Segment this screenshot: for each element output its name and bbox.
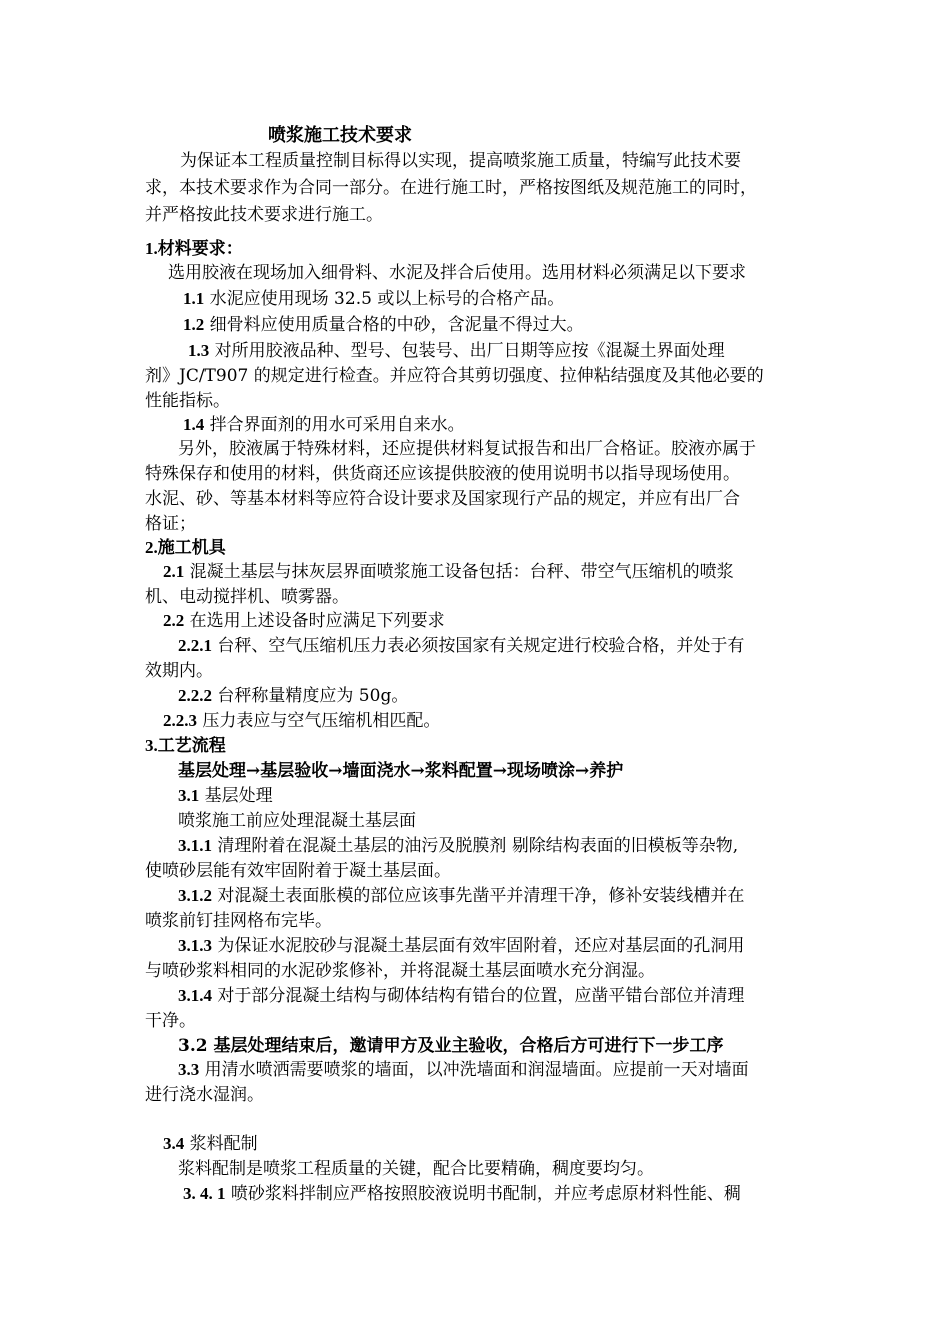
item-text: 台秤称量精度应为 50g。	[212, 686, 409, 706]
intro-line-2: 求，本技术要求作为合同一部分。在进行施工时，严格按图纸及规范施工的同时，	[145, 178, 757, 198]
item-3-1-3	[178, 934, 744, 958]
item-2-2-1	[178, 634, 744, 658]
section-heading-process: 3.工艺流程	[145, 736, 226, 755]
item-3-3-cont: 进行浇水湿润。	[145, 1085, 264, 1105]
materials-intro: 选用胶液在现场加入细骨料、水泥及拌合后使用。选用材料必须满足以下要求	[168, 263, 746, 283]
item-2-2-1-cont: 效期内。	[145, 661, 213, 681]
item-number: 3.1.1	[178, 836, 212, 855]
item-text: 水泥应使用现场 32.5 或以上标号的合格产品。	[204, 289, 565, 309]
item-3-1-4	[178, 984, 744, 1008]
item-2-1	[163, 560, 734, 584]
item-number: 1.1	[183, 289, 205, 308]
item-number: 3.3	[178, 1060, 200, 1079]
materials-paragraph-line-3: 水泥、砂、等基本材料等应符合设计要求及国家现行产品的规定，并应有出厂合	[145, 489, 740, 509]
process-flow: 基层处理→基层验收→墙面浇水→浆料配置→现场喷涂→养护	[178, 761, 624, 781]
item-3-2: 3.2 基层处理结束后，邀请甲方及业主验收，合格后方可进行下一步工序	[178, 1036, 724, 1056]
item-number: 2.2	[163, 611, 185, 630]
item-number: 3.1.3	[178, 936, 212, 955]
materials-paragraph-line-1: 另外，胶液属于特殊材料，还应提供材料复试报告和出厂合格证。胶液亦属于	[178, 439, 756, 459]
section-heading-equipment: 2.施工机具	[145, 538, 226, 557]
item-number: 1.2	[183, 315, 205, 334]
item-3-1-line: 喷浆施工前应处理混凝土基层面	[178, 811, 416, 831]
item-1-3	[188, 339, 725, 363]
item-1-1	[183, 287, 564, 311]
item-2-2	[163, 609, 445, 633]
intro-line-1: 为保证本工程质量控制目标得以实现，提高喷浆施工质量，特编写此技术要	[180, 151, 741, 171]
item-2-2-3	[163, 709, 440, 733]
item-number: 3.1	[178, 786, 200, 805]
item-3-1-2	[178, 884, 744, 908]
item-text: 混凝土基层与抹灰层界面喷浆施工设备包括：台秤、带空气压缩机的喷浆	[184, 562, 734, 582]
item-3-1-1	[178, 834, 738, 858]
item-3-1-1-cont: 使喷砂层能有效牢固附着于凝土基层面。	[145, 861, 451, 881]
item-number: 1.3	[188, 341, 210, 360]
item-text: 清理附着在混凝土基层的油污及脱膜剂 剔除结构表面的旧模板等杂物,	[212, 836, 739, 856]
item-1-4	[183, 413, 465, 437]
item-1-2	[183, 313, 584, 337]
item-text: 台秤、空气压缩机压力表必须按国家有关规定进行校验合格，并处于有	[212, 636, 745, 656]
item-text: 浆料配制	[184, 1134, 258, 1154]
item-number: 2.2.1	[178, 636, 212, 655]
item-number: 3.1.2	[178, 886, 212, 905]
item-number: 2.1	[163, 562, 185, 581]
item-text: 喷砂浆料拌制应严格按照胶液说明书配制，并应考虑原材料性能、稠	[225, 1184, 741, 1204]
section-heading-materials: 1.材料要求：	[145, 239, 243, 258]
item-text: 用清水喷洒需要喷浆的墙面，以冲洗墙面和润湿墙面。应提前一天对墙面	[199, 1060, 749, 1080]
item-3-3	[178, 1058, 749, 1082]
materials-paragraph-line-2: 特殊保存和使用的材料，供货商还应该提供胶液的使用说明书以指导现场使用。	[145, 464, 740, 484]
item-3-1	[178, 784, 273, 808]
intro-line-3: 并严格按此技术要求进行施工。	[145, 205, 383, 225]
item-text: 对于部分混凝土结构与砌体结构有错台的位置，应凿平错台部位并清理	[212, 986, 745, 1006]
item-3-1-3-cont: 与喷砂浆料相同的水泥砂浆修补，并将混凝土基层面喷水充分润湿。	[145, 961, 655, 981]
item-3-4	[163, 1132, 258, 1156]
item-number: 2.2.2	[178, 686, 212, 705]
item-number: 3.4	[163, 1134, 185, 1153]
item-text: 在选用上述设备时应满足下列要求	[184, 611, 445, 631]
item-number: 3. 4. 1	[183, 1184, 226, 1203]
item-text: 对混凝土表面胀模的部位应该事先凿平并清理干净，修补安装线槽并在	[212, 886, 745, 906]
item-1-3-cont-2: 性能指标。	[145, 391, 230, 411]
item-number: 3.1.4	[178, 986, 212, 1005]
item-3-4-line: 浆料配制是喷浆工程质量的关键，配合比要精确，稠度要均匀。	[178, 1159, 654, 1179]
item-1-3-cont-1: 剂》JC/T907 的规定进行检查。并应符合其剪切强度、拉伸粘结强度及其他必要的	[145, 366, 764, 386]
item-3-1-4-cont: 干净。	[145, 1011, 196, 1031]
item-3-4-1	[183, 1182, 741, 1206]
materials-paragraph-line-4: 格证；	[145, 514, 196, 534]
item-text: 为保证水泥胶砂与混凝土基层面有效牢固附着，还应对基层面的孔洞用	[212, 936, 745, 956]
item-3-1-2-cont: 喷浆前钉挂网格布完毕。	[145, 911, 332, 931]
item-text: 压力表应与空气压缩机相匹配。	[197, 711, 441, 731]
item-text: 拌合界面剂的用水可采用自来水。	[204, 415, 465, 435]
item-text: 基层处理	[199, 786, 273, 806]
item-text: 细骨料应使用质量合格的中砂，含泥量不得过大。	[204, 315, 584, 335]
item-2-1-cont: 机、电动搅拌机、喷雾器。	[145, 587, 349, 607]
item-number: 1.4	[183, 415, 205, 434]
item-number: 2.2.3	[163, 711, 197, 730]
item-text: 对所用胶液品种、型号、包装号、出厂日期等应按《混凝土界面处理	[209, 341, 725, 361]
page-title: 喷浆施工技术要求	[268, 125, 412, 146]
item-2-2-2	[178, 684, 408, 708]
